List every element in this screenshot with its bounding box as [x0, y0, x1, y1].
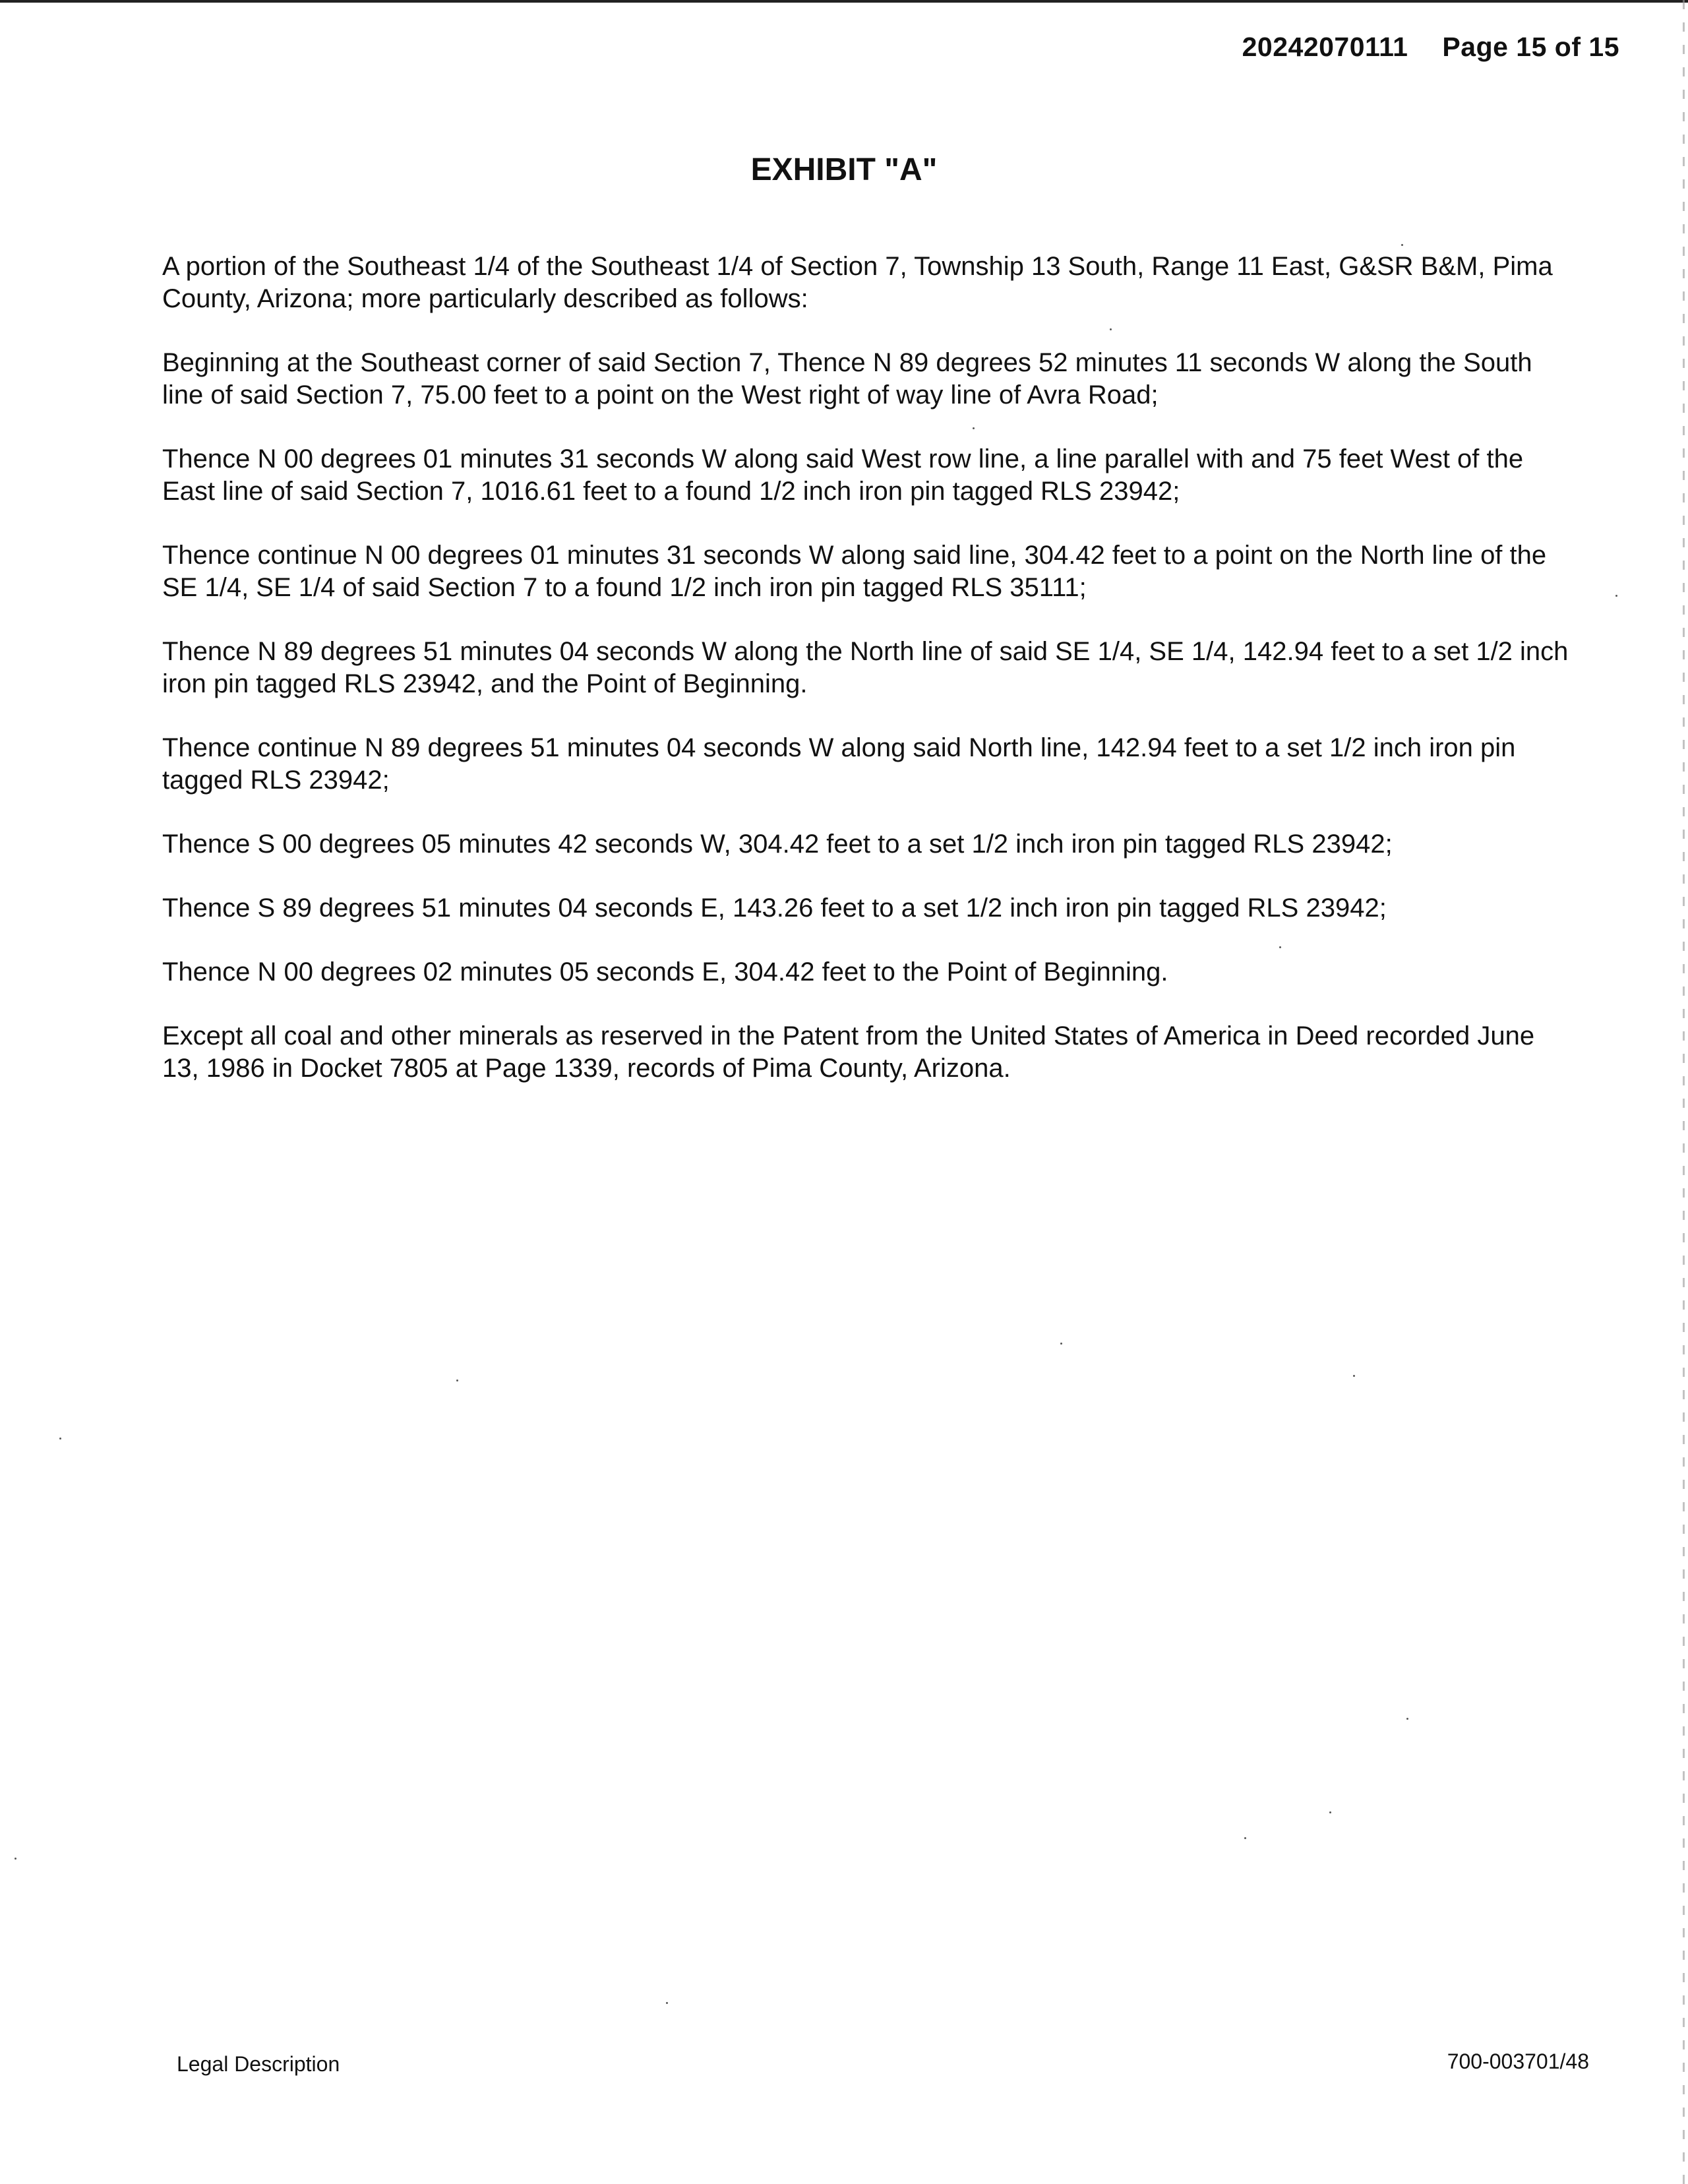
page-number: Page 15 of 15 — [1442, 32, 1619, 62]
scan-speck — [666, 2002, 668, 2004]
right-scan-edge — [1683, 0, 1685, 2184]
scan-speck — [1279, 946, 1281, 948]
paragraph-course-6: Thence S 89 degrees 51 minutes 04 seconds E, 143.26 feet to a set 1/2 inch iron pin tagged RLS 23942; — [162, 894, 1387, 923]
scan-speck — [1615, 595, 1617, 597]
scan-speck — [59, 1438, 61, 1440]
scan-speck — [1329, 1811, 1331, 1813]
top-border-line — [0, 0, 1688, 3]
paragraph-course-2: Thence continue N 00 degrees 01 minutes 31 seconds W along said line, 304.42 feet to a point on the North line of the SE 1/4, SE 1/4 of said Section 7 to a found 1/2 inch iron pin tagged RLS 35111; — [162, 541, 1547, 602]
paragraph-exception: Except all coal and other minerals as reserved in the Patent from the United States of America in Deed recorded June 13, 1986 in Docket 7805 at Page 1339, records of Pima County, Arizona. — [162, 1021, 1535, 1083]
footer-label: Legal Description — [177, 2052, 340, 2076]
paragraph-course-7: Thence N 00 degrees 02 minutes 05 seconds E, 304.42 feet to the Point of Beginning. — [162, 957, 1168, 986]
paragraph-course-4: Thence continue N 89 degrees 51 minutes 04 seconds W along said North line, 142.94 feet to a set 1/2 inch iron pin tagged RLS 23942; — [162, 733, 1516, 795]
scan-speck — [1406, 1718, 1408, 1720]
paragraph-intro: A portion of the Southeast 1/4 of the Southeast 1/4 of Section 7, Township 13 South, Range 11 East, G&SR B&M, Pima County, Arizona; more particularly described as follows: — [162, 252, 1553, 313]
exhibit-title: EXHIBIT "A" — [750, 152, 938, 187]
footer-reference-number: 700-003701/48 — [1447, 2049, 1589, 2073]
scan-speck — [456, 1380, 458, 1381]
paragraph-beginning: Beginning at the Southeast corner of said Section 7, Thence N 89 degrees 52 minutes 11 seconds W along the South line of said Section 7, 75.00 feet to a point on the West right of way line of Avra Road; — [162, 348, 1532, 410]
paragraph-course-5: Thence S 00 degrees 05 minutes 42 seconds W, 304.42 feet to a set 1/2 inch iron pin tagged RLS 23942; — [162, 830, 1393, 859]
scan-speck — [973, 427, 975, 429]
paragraph-course-3: Thence N 89 degrees 51 minutes 04 seconds W along the North line of said SE 1/4, SE 1/4, 142.94 feet to a set 1/2 inch iron pin tagged RLS 23942, and the Point of Beginning. — [162, 637, 1569, 698]
scan-speck — [1401, 244, 1403, 246]
paragraph-course-1: Thence N 00 degrees 01 minutes 31 seconds W along said West row line, a line parallel with and 75 feet West of the East line of said Section 7, 1016.61 feet to a found 1/2 inch iron pin tagged RLS 23942; — [162, 444, 1524, 506]
scan-speck — [1110, 328, 1112, 330]
scan-speck — [15, 1858, 16, 1860]
scan-speck — [1353, 1375, 1355, 1377]
scan-speck — [1060, 1343, 1062, 1345]
legal-description-body — [162, 251, 1573, 1116]
scan-speck — [1244, 1837, 1246, 1839]
document-number: 20242070111 — [1242, 32, 1408, 62]
page-header — [1242, 32, 1619, 63]
